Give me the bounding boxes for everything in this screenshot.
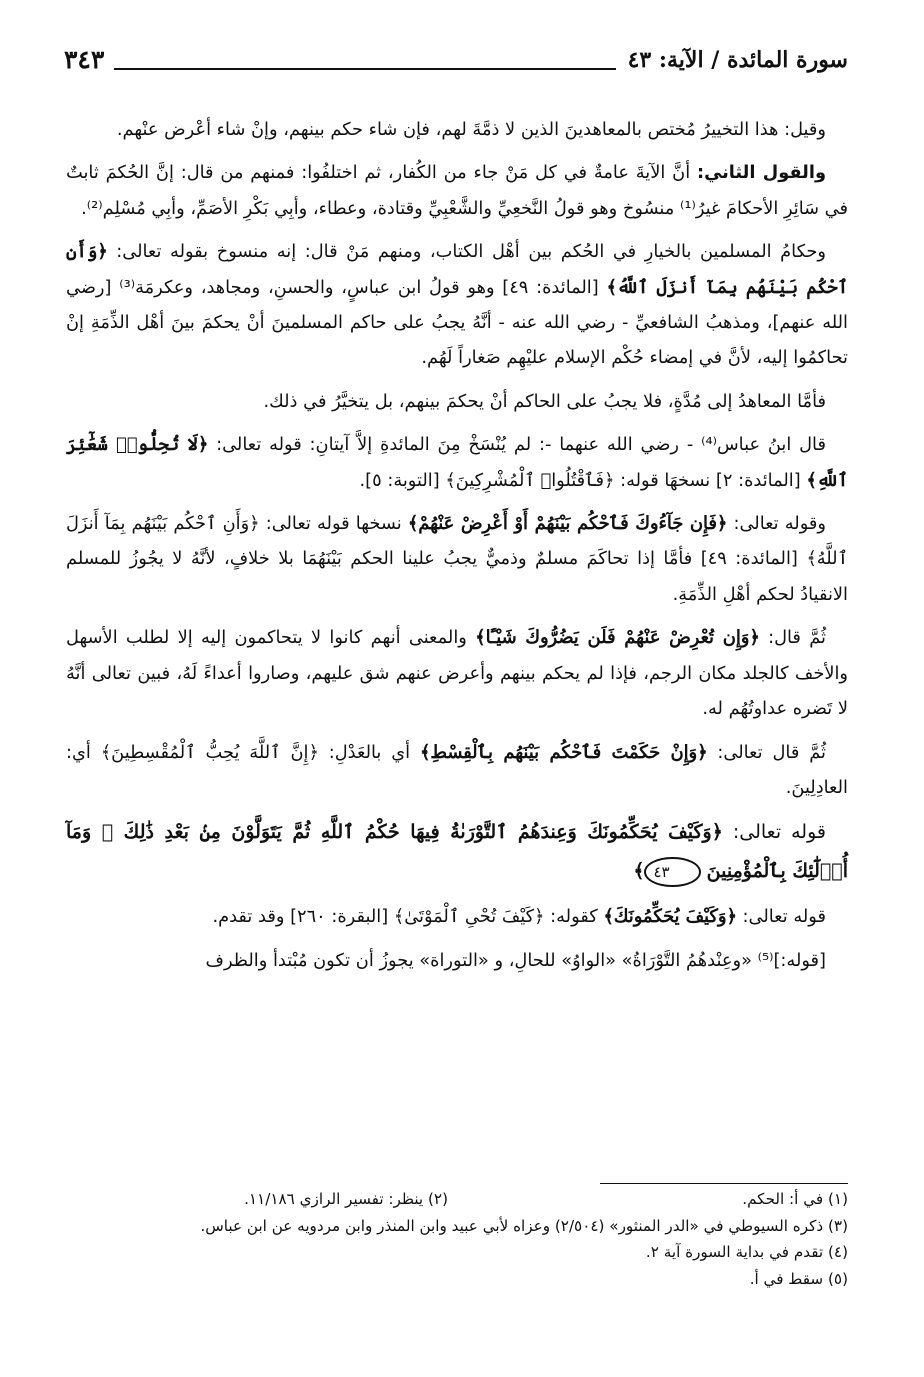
footnote-4: (٤) تقدم في بداية السورة آية ٢. <box>645 1243 848 1261</box>
paragraph-lead: والقول الثاني: <box>696 162 827 184</box>
footnote-separator <box>600 1183 848 1184</box>
quran-verse: ﴿وَكَيْفَ يُحَكِّمُونَكَ وَعِندَهُمُ ٱلتَّوْرَىٰةُ فِيهَا حُكْمُ ٱللَّهِ ثُمَّ يَتَوَلَّوْنَ مِنۢ بَعْدِ ذَٰلِكَ ۚ وَمَآ أُو۟لَٰٓئِكَ بِٱلْمُؤْمِنِينَ <box>66 821 848 883</box>
paragraph: ثُمَّ قال: ﴿وَإِن تُعْرِضْ عَنْهُمْ فَلَن يَضُرُّوكَ شَيْـًٔا﴾ والمعنى أنهم كانوا لا يتحاكمون إليه إلا لطلب الأسهل والأخف كالجلد مكان الرجم، فإذا لم يحكم بينهم وأعرض عنهم شق عليهم، وصاروا أعداءً لَهُ، فبين تعالى أنَّهُ لا تَضره عداوتُهُم له. <box>66 627 848 720</box>
header-rule <box>114 68 615 70</box>
footnote-5: (٥) سقط في أ. <box>749 1269 848 1288</box>
quran-quote: ﴿فَإِن جَآءُوكَ فَٱحْكُم بَيْنَهُمْ أَوْ أَعْرِضْ عَنْهُمْ﴾ <box>407 513 728 535</box>
paragraph: قوله تعالى: ﴿وَكَيْفَ يُحَكِّمُونَكَ﴾ كقوله: ﴿كَيْفَ تُحْىِ ٱلْمَوْتَىٰ﴾ [البقرة: ٢٦٠] وقد تقدم. <box>212 906 826 928</box>
paragraph: والقول الثاني: أنَّ الآيةَ عامةٌ في كل مَنْ جاء من الكُفار، ثم اختلفُوا: فمنهم من قال: إنَّ الحُكمَ ثابتٌ في سَائِرِ الأحكامَ غيرُ⁽¹⁾ منسُوخ وهو قولُ النَّخعِيِّ والشَّعْبِيِّ وقتادة، وعطاء، وأبِي بَكْرِ الأصَمِّ، وأبِي مُسْلِم⁽²⁾. <box>66 162 848 219</box>
paragraph: ثُمَّ قال تعالى: ﴿وَإِنْ حَكَمْتَ فَٱحْكُم بَيْنَهُم بِٱلْقِسْطِ﴾ أي بالعَدْلِ: ﴿إِنَّ ٱللَّهَ يُحِبُّ ٱلْمُقْسِطِينَ﴾ أي: العادِلِينَ. <box>66 741 848 798</box>
footnote-1: (١) في أ: الحكم. <box>742 1190 848 1208</box>
paragraph: وحكامُ المسلمين بالخيارِ في الحُكم بين أهْل الكتاب، ومنهم مَنْ قال: إنه منسوخ بقوله تعالى: ﴿وَأَنِ ٱحْكُم بَيْنَهُم بِمَآ أَنزَلَ ٱللَّهُ﴾ [المائدة: ٤٩] وهو قولُ ابن عباسٍ، والحسنِ، ومجاهد، وعكرمَة⁽³⁾ [رضي الله عنهم]، ومذهبُ الشافعيِّ - رضي الله عنه - أنَّهُ يجبُ على حاكم المسلمينَ أنْ يحكمَ بينَ أهْل الذِّمَةِ إنْ تحاكمُوا إليه، لأنَّ في إمضاء حُكْم الإسلام عليْهِم صَغاراً لَهُم. <box>66 241 848 369</box>
paragraph: وقوله تعالى: ﴿فَإِن جَآءُوكَ فَٱحْكُم بَيْنَهُمْ أَوْ أَعْرِضْ عَنْهُمْ﴾ نسخها قوله تعالى: ﴿وَأَنِ ٱحْكُم بَيْنَهُم بِمَآ أَنزَلَ ٱللَّهُ﴾ [المائدة: ٤٩] فأمَّا إذا تحاكَمَ مسلمٌ وذميٌّ يجبُ علينا الحكم بَيْنَهُمَا بلا خلافٍ، لأنَّهُ لا يجُوزُ للمسلم الانقيادُ لحكم أهْلِ الذِّمَةِ. <box>66 513 848 605</box>
verse-paragraph: قوله تعالى: ﴿وَكَيْفَ يُحَكِّمُونَكَ وَعِندَهُمُ ٱلتَّوْرَىٰةُ فِيهَا حُكْمُ ٱللَّهِ ثُمَّ يَتَوَلَّوْنَ مِنۢ بَعْدِ ذَٰلِكَ ۚ وَمَآ أُو۟لَٰٓئِكَ بِٱلْمُؤْمِنِينَ ٤٣﴾ <box>66 813 848 891</box>
main-text <box>66 112 848 986</box>
paragraph: فأمَّا المعاهدُ إلى مُدَّةٍ، فلا يجبُ على الحاكم أنْ يحكمَ بينهم، بل يتخيَّرُ في ذلك. <box>263 390 826 412</box>
paragraph: وقيل: هذا التخييرُ مُختص بالمعاهدينَ الذين لا ذمَّةَ لهم، فإن شاء حكم بينهم، وإنْ شاء أعْرض عنْهم. <box>116 119 826 140</box>
quran-quote: ﴿وَإِنْ حَكَمْتَ فَٱحْكُم بَيْنَهُم بِٱلْقِسْطِ﴾ <box>420 741 708 763</box>
footnote-2: (٢) ينظر: تفسير الرازي ١١/١٨٦. <box>244 1190 448 1208</box>
paragraph: قال ابنُ عباس⁽⁴⁾ - رضي الله عنهما -: لم يُنْسَخْ مِنَ المائدةِ إلاَّ آيتانِ: قوله تعالى: ﴿لَا تُحِلُّوا۟ شَعَٰٓئِرَ ٱللَّهِ﴾ [المائدة: ٢] نسخهَا قوله: ﴿فَٱقْتُلُوا۟ ٱلْمُشْرِكِينَ﴾ [التوبة: ٥]. <box>66 434 848 491</box>
paragraph: [قوله:]⁽⁵⁾ «وعِنْدهُمُ التَّوْرَاةُ» «الواوُ» للحالِ، و «التوراة» يجوزُ أن تكون مُبْتدأ والظرف <box>205 949 826 971</box>
footnotes <box>66 1186 848 1292</box>
quran-quote: ﴿وَأَنِ ٱحْكُم بَيْنَهُم بِمَآ أَنزَلَ ٱللَّهُ﴾ <box>66 241 848 298</box>
running-title: سورة المائدة / الآية: ٤٣ <box>627 47 848 73</box>
footnote-3: (٣) ذكره السيوطي في «الدر المنثور» (٢/٥٠٤) وعزاه لأبي عبيد وابن المنذر وابن مردويه عن ابن عباس. <box>200 1216 848 1235</box>
footnote-row <box>66 1186 848 1213</box>
ayah-number-marker: ٤٣ <box>644 857 700 887</box>
quran-quote: ﴿وَإِن تُعْرِضْ عَنْهُمْ فَلَن يَضُرُّوكَ شَيْـًٔا﴾ <box>475 627 760 649</box>
quran-quote: ﴿لَا تُحِلُّوا۟ شَعَٰٓئِرَ ٱللَّهِ﴾ <box>66 434 848 491</box>
quran-quote: ﴿وَكَيْفَ يُحَكِّمُونَكَ﴾ <box>603 906 737 928</box>
page-header <box>64 42 848 76</box>
page-number: ٣٤٣ <box>64 45 105 74</box>
